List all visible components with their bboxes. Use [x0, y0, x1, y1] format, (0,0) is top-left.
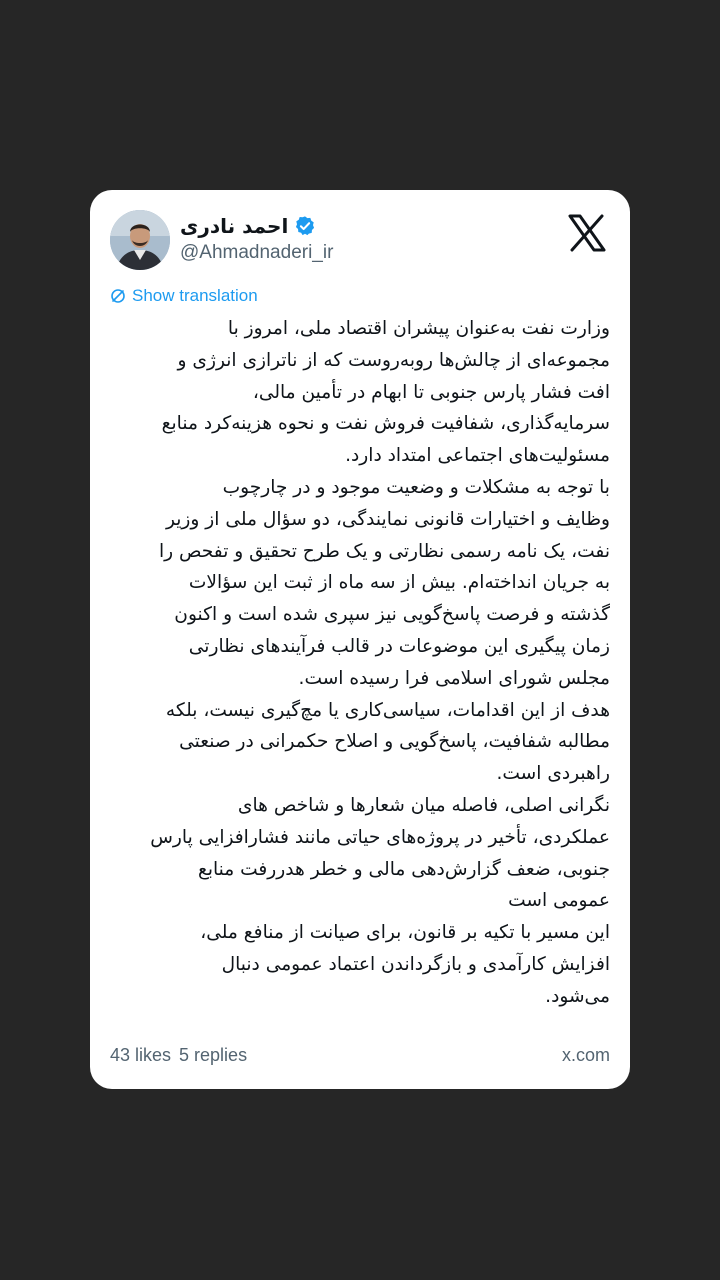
source-domain-link[interactable]: x.com	[561, 1045, 610, 1065]
tweet-text-line: وظایف و اختیارات قانونی نمایندگی، دو سؤال ملی از وزیر	[166, 508, 610, 530]
engagement-stats	[110, 1045, 247, 1066]
show-translation-label: Show translation	[132, 286, 258, 305]
tweet-text-line: هدف از این اقدامات، سیاسی‌کاری یا مچ‌گیری نیست، بلکه	[165, 699, 610, 721]
tweet-text-line: مسئولیت‌های اجتماعی امتداد دارد.	[345, 445, 610, 467]
verified-badge-icon	[294, 215, 316, 237]
tweet-text-line: مجلس شورای اسلامی فرا رسیده است.	[298, 667, 610, 689]
tweet-text-line: با توجه به مشکلات و وضعیت موجود و در چارچوب	[222, 476, 610, 498]
tweet-text-line: مجموعه‌ای از چالش‌ها روبه‌روست که از ناترازی انرژی و	[177, 349, 610, 371]
tweet-text-line: عمومی است	[508, 890, 610, 912]
avatar[interactable]	[110, 210, 170, 270]
tweet-text-line: سرمایه‌گذاری، شفافیت فروش نفت و نحوه هزینه‌کرد منابع	[161, 413, 610, 435]
tweet-text-line: وزارت نفت به‌عنوان پیشران اقتصاد ملی، امروز با	[227, 318, 610, 339]
author-name[interactable]: احمد نادری	[180, 214, 289, 238]
x-logo-icon[interactable]	[568, 214, 606, 252]
tweet-text-line: نگرانی اصلی، فاصله میان شعارها و شاخص های	[237, 794, 610, 816]
tweet-text-line: این مسیر با تکیه بر قانون، برای صیانت از منافع ملی،	[200, 922, 610, 944]
author-name-row	[180, 214, 316, 238]
tweet-text-line: زمان پیگیری این موضوعات در قالب فرآیندهای نظارتی	[188, 635, 610, 657]
tweet-text-line: مطالبه شفافیت، پاسخ‌گویی و اصلاح حکمرانی در صنعتی	[179, 731, 610, 753]
tweet-text-line: جنوبی، ضعف گزارش‌دهی مالی و خطر هدررفت منابع	[197, 858, 610, 880]
show-translation-link[interactable]	[110, 286, 258, 306]
tweet-text	[110, 313, 610, 1013]
tweet-text-line: افت فشار پارس جنوبی تا ابهام در تأمین مالی،	[252, 381, 610, 403]
likes-count[interactable]: 43 likes	[110, 1045, 172, 1065]
replies-count[interactable]: 5 replies	[179, 1045, 248, 1065]
tweet-text-line: می‌شود.	[545, 985, 610, 1007]
tweet-text-line: عملکردی، تأخیر در پروژه‌های حیاتی مانند فشارافزایی پارس	[150, 826, 610, 848]
tweet-text-line: نفت، یک نامه رسمی نظارتی و یک طرح تحقیق و تفحص را	[158, 540, 610, 562]
tweet-text-line: افزایش کارآمدی و بازگرداندن اعتماد عمومی دنبال	[221, 953, 610, 975]
tweet-footer	[110, 1045, 610, 1066]
tweet-text-line: به جریان انداخته‌ام. بیش از سه ماه از ثبت این سؤالات	[188, 572, 610, 594]
author-handle[interactable]: @Ahmadnaderi_ir	[180, 242, 334, 263]
translate-icon	[110, 288, 126, 304]
tweet-card[interactable]	[90, 190, 630, 1089]
tweet-text-line: راهبردی است.	[496, 763, 610, 785]
tweet-text-line: گذشته و فرصت پاسخ‌گویی نیز سپری شده است و اکنون	[174, 604, 610, 626]
